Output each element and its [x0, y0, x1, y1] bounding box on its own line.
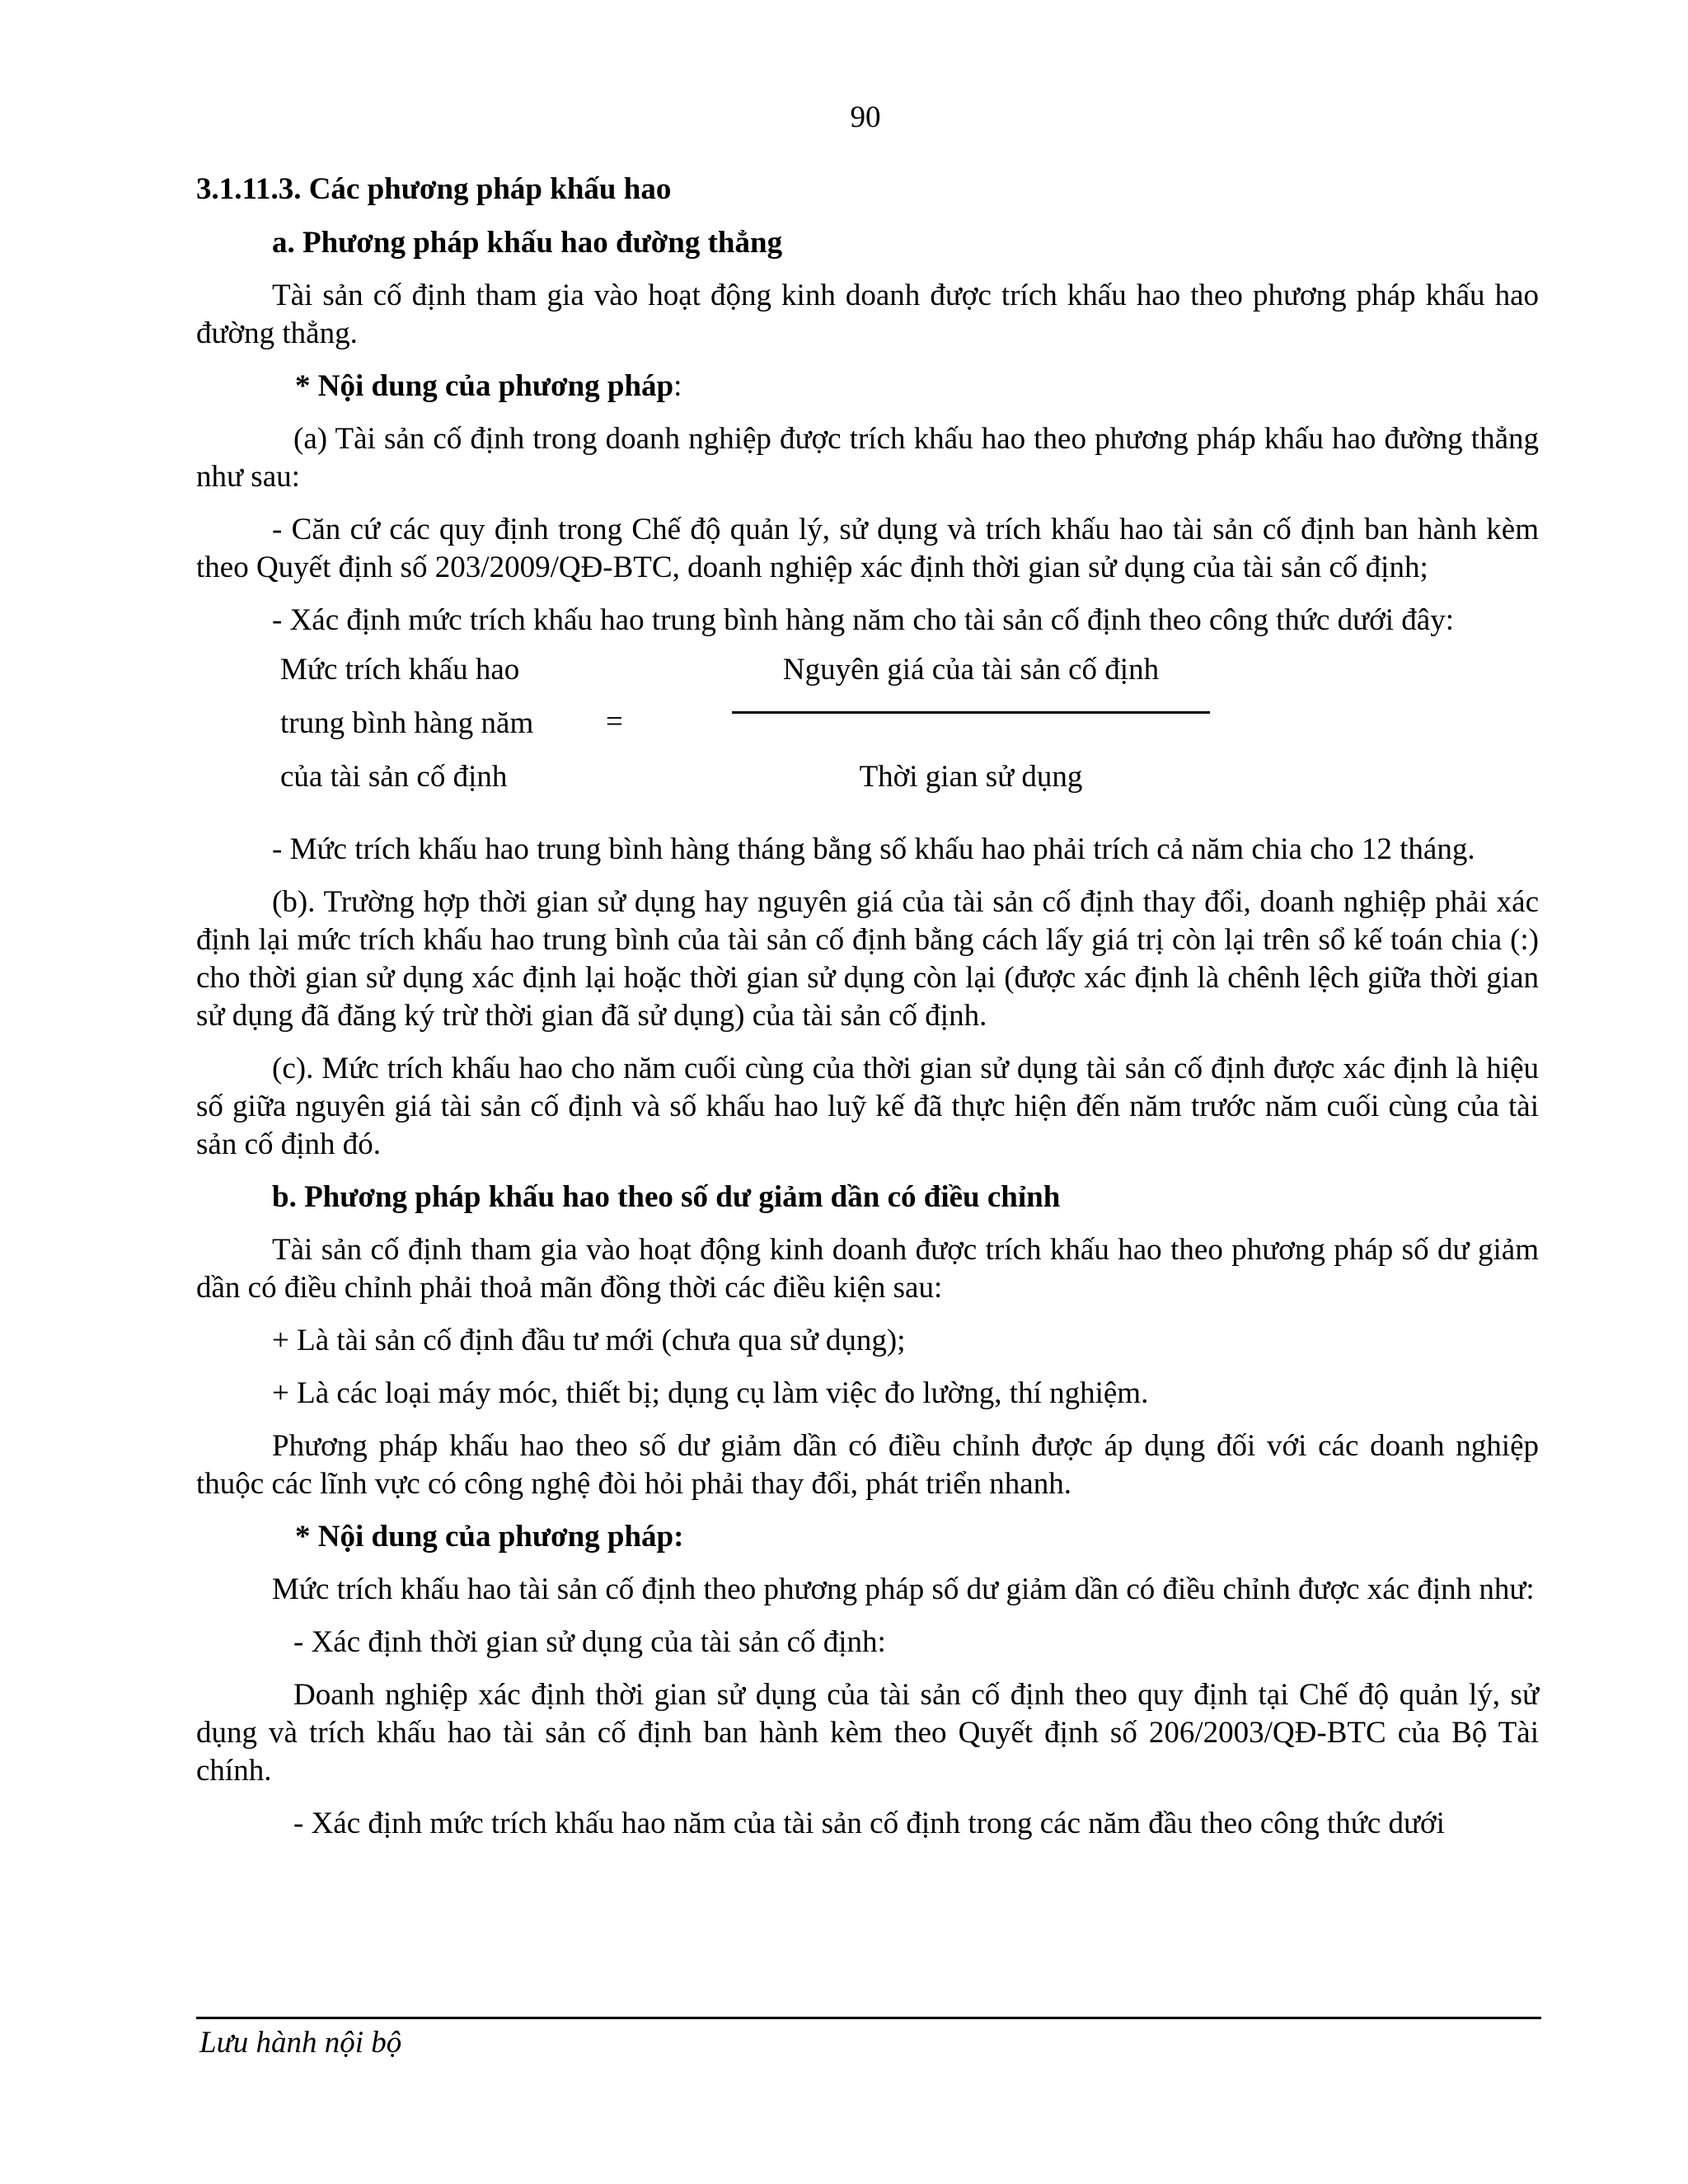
method-a-item-b: (b). Trường hợp thời gian sử dụng hay nguyên giá của tài sản cố định thay đổi, doanh nghiệp phải xác định lại mức trích khấu hao trung bình của tài sản cố định bằng cách lấy giá trị còn lại trên sổ kế toán chia (:) cho thời gian sử dụng xác định lại hoặc thời gian sử dụng còn lại (được xác định là chênh lệch giữa thời gian sử dụng đã đăng ký trừ thời gian đã sử dụng) của tài sản cố định.	[196, 885, 1539, 1033]
method-a-content-heading	[196, 368, 1539, 405]
document-body	[196, 171, 1539, 1858]
method-a-dash-1: - Căn cứ các quy định trong Chế độ quản lý, sử dụng và trích khấu hao tài sản cố định ban hành kèm theo Quyết định số 203/2009/QĐ-BTC, doanh nghiệp xác định thời gian sử dụng của tài sản cố định;	[196, 513, 1539, 584]
section-title: 3.1.11.3. Các phương pháp khấu hao	[196, 172, 672, 206]
method-b-intro: Tài sản cố định tham gia vào hoạt động kinh doanh được trích khấu hao theo phương pháp số dư giảm dần có điều chỉnh phải thoả mãn đồng thời các điều kiện sau:	[196, 1233, 1539, 1305]
footer-divider	[196, 2017, 1541, 2019]
method-a-heading: a. Phương pháp khấu hao đường thẳng	[272, 226, 783, 260]
footer-text: Lưu hành nội bộ	[199, 2026, 402, 2060]
formula-denominator: Thời gian sử dụng	[859, 760, 1083, 794]
method-a-dash-3: - Mức trích khấu hao trung bình hàng tháng bằng số khấu hao phải trích cả năm chia cho 12 tháng.	[272, 832, 1475, 866]
method-b-applies: Phương pháp khấu hao theo số dư giảm dần có điều chỉnh được áp dụng đối với các doanh nghiệp thuộc các lĩnh vực có công nghệ đòi hỏi phải thay đổi, phát triển nhanh.	[196, 1429, 1539, 1501]
method-b-heading: b. Phương pháp khấu hao theo số dư giảm dần có điều chỉnh	[272, 1180, 1061, 1214]
formula-equals-sign: =	[606, 705, 623, 738]
method-a-item-a: (a) Tài sản cố định trong doanh nghiệp được trích khấu hao theo phương pháp khấu hao đường thẳng như sau:	[196, 422, 1539, 494]
page-number: 90	[850, 101, 881, 134]
method-a-intro: Tài sản cố định tham gia vào hoạt động kinh doanh được trích khấu hao theo phương pháp khấu hao đường thẳng.	[196, 279, 1539, 350]
method-a-item-c: (c). Mức trích khấu hao cho năm cuối cùng của thời gian sử dụng tài sản cố định được xác định là hiệu số giữa nguyên giá tài sản cố định và số khấu hao luỹ kế đã thực hiện đến năm trước năm cuối cùng của tài sản cố định đó.	[196, 1052, 1539, 1161]
formula-fraction-bar	[732, 711, 1210, 714]
formula-left-line-1: Mức trích khấu hao	[280, 653, 520, 687]
method-a-dash-2: - Xác định mức trích khấu hao trung bình hàng năm cho tài sản cố định theo công thức dưới đây:	[272, 603, 1454, 637]
method-b-paragraph-1: Doanh nghiệp xác định thời gian sử dụng của tài sản cố định theo quy định tại Chế độ quản lý, sử dụng và trích khấu hao tài sản cố định ban hành kèm theo Quyết định số 206/2003/QĐ-BTC của Bộ Tài chính.	[196, 1678, 1539, 1788]
straight-line-formula	[196, 651, 1539, 816]
method-a-content-heading-colon: :	[673, 369, 682, 403]
method-b-content-intro: Mức trích khấu hao tài sản cố định theo phương pháp số dư giảm dần có điều chỉnh được xác định như:	[272, 1572, 1535, 1606]
formula-numerator: Nguyên giá của tài sản cố định	[782, 653, 1160, 687]
method-b-dash-2: - Xác định mức trích khấu hao năm của tài sản cố định trong các năm đầu theo công thức dưới	[293, 1807, 1445, 1840]
method-a-content-heading-text: * Nội dung của phương pháp	[295, 369, 674, 403]
method-b-content-heading: * Nội dung của phương pháp:	[295, 1520, 684, 1554]
method-b-dash-1: - Xác định thời gian sử dụng của tài sản cố định:	[293, 1625, 886, 1659]
formula-left-line-2: trung bình hàng năm	[280, 706, 534, 740]
method-b-condition-2: + Là các loại máy móc, thiết bị; dụng cụ làm việc đo lường, thí nghiệm.	[272, 1376, 1149, 1410]
method-b-condition-1: + Là tài sản cố định đầu tư mới (chưa qua sử dụng);	[272, 1324, 906, 1357]
formula-left-line-3: của tài sản cố định	[280, 760, 508, 794]
